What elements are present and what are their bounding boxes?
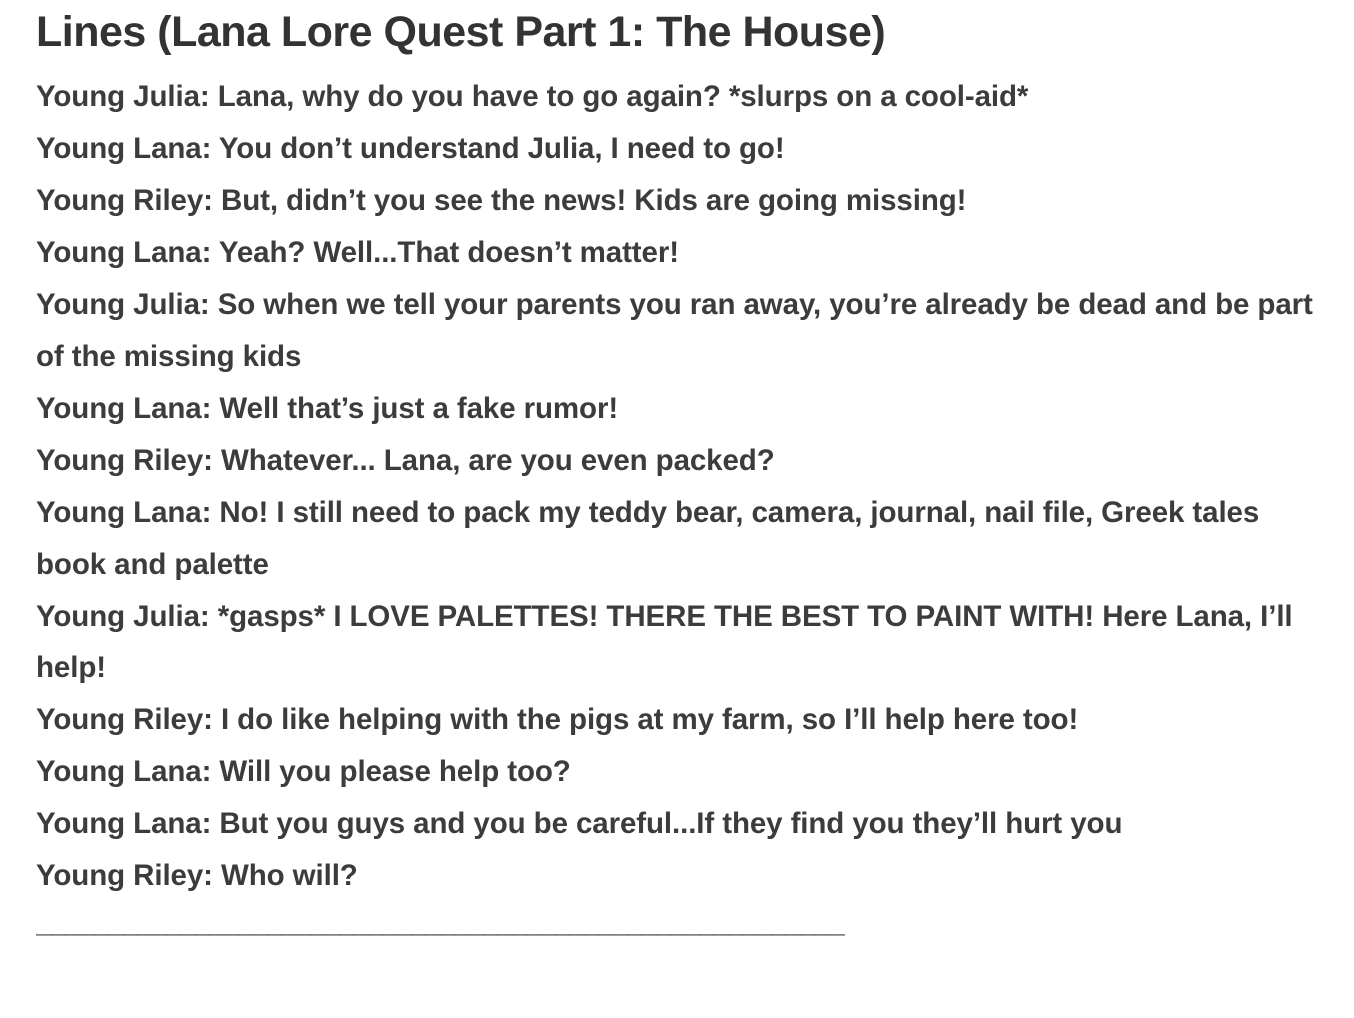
dialogue-line: Young Riley: Whatever... Lana, are you even packed? (36, 443, 775, 477)
section-divider: ________________________________________________________ (36, 907, 843, 938)
page-title: Lines (Lana Lore Quest Part 1: The House) (36, 8, 886, 56)
dialogue-line: Young Lana: Yeah? Well...That doesn’t matter! (36, 236, 679, 270)
dialogue-line: Young Lana: You don’t understand Julia, I need to go! (36, 132, 785, 166)
dialogue-line: Young Julia: *gasps* I LOVE PALETTES! THERE THE BEST TO PAINT WITH! Here Lana, I’ll help! (36, 599, 1293, 685)
dialogue-line: Young Lana: Will you please help too? (36, 755, 571, 789)
dialogue-line: Young Lana: No! I still need to pack my teddy bear, camera, journal, nail file, Greek tales book and palette (36, 495, 1260, 581)
dialogue-line: Young Lana: Well that’s just a fake rumor! (36, 391, 619, 425)
dialogue-line: Young Riley: Who will? (36, 859, 358, 893)
dialogue-lines (36, 71, 1314, 902)
dialogue-line: Young Julia: Lana, why do you have to go again? *slurps on a cool-aid* (36, 80, 1029, 114)
dialogue-line: Young Lana: But you guys and you be careful...If they find you they’ll hurt you (36, 807, 1123, 841)
dialogue-line: Young Riley: But, didn’t you see the news! Kids are going missing! (36, 184, 967, 218)
dialogue-line: Young Julia: So when we tell your parents you ran away, you’re already be dead and be part of the missing kids (36, 288, 1313, 373)
dialogue-line: Young Riley: I do like helping with the pigs at my farm, so I’ll help here too! (36, 703, 1079, 737)
